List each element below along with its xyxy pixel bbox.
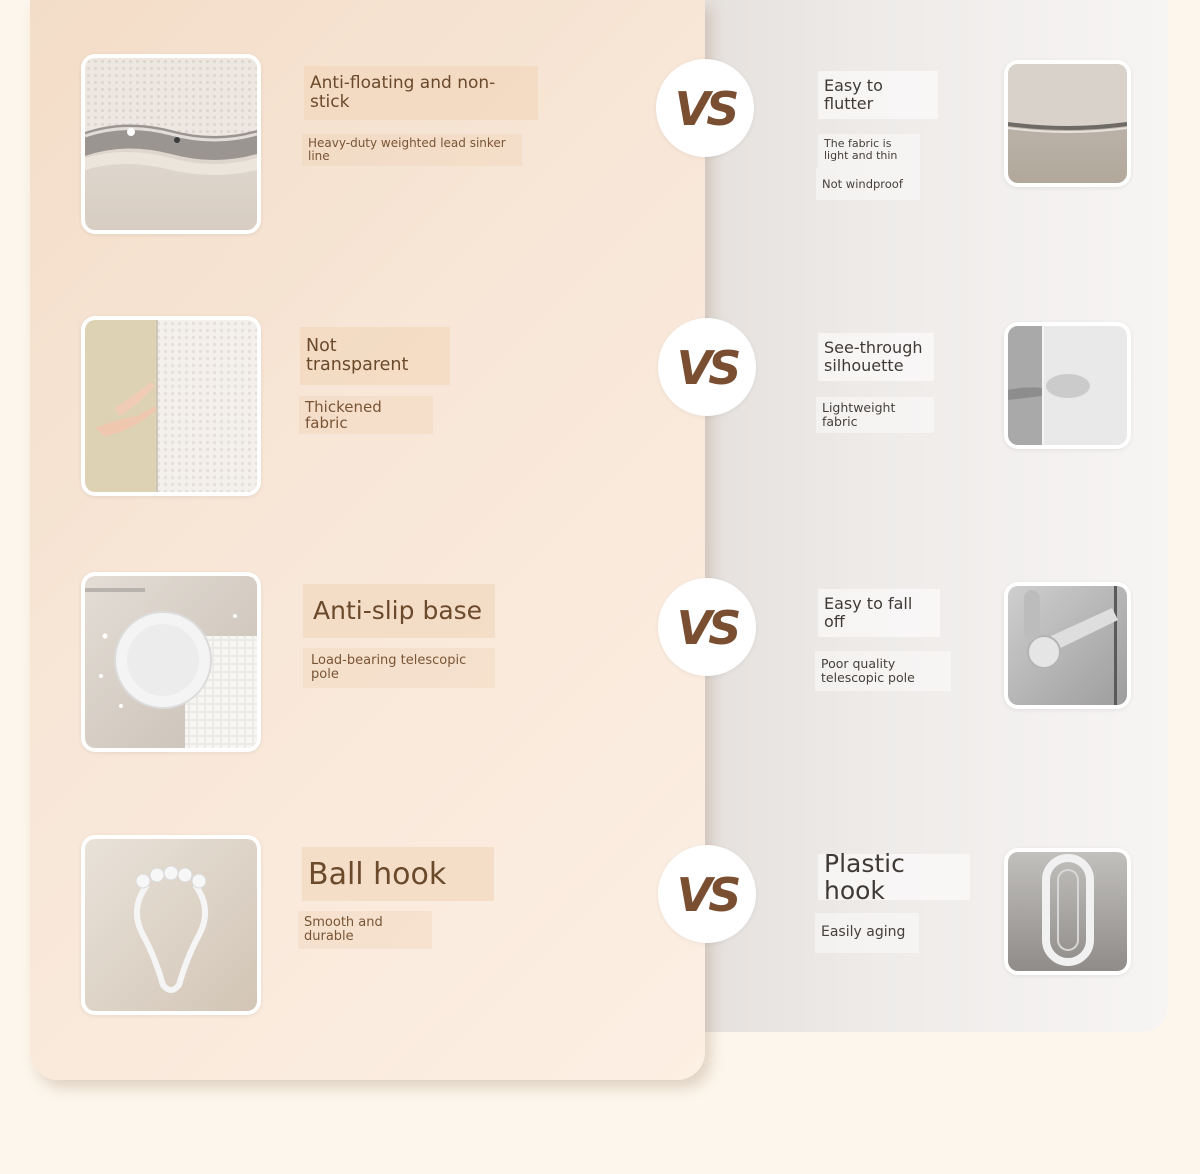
- svg-text:VS: VS: [674, 82, 736, 136]
- competitor-feature-title: Plastic hook: [818, 854, 970, 900]
- vs-badge: [658, 845, 756, 943]
- competitor-feature-title: Easy to fall off: [818, 589, 940, 637]
- our-feature-title: Anti-slip base: [303, 584, 495, 638]
- weighted-sinker-hem-photo: [81, 54, 261, 234]
- vs-badge: [656, 59, 754, 157]
- competitor-feature-subtitle: Lightweight fabric: [816, 397, 934, 433]
- competitor-feature-subtitle: The fabric is light and thin: [818, 134, 920, 168]
- svg-text:VS: VS: [676, 341, 738, 395]
- svg-text:VS: VS: [676, 601, 738, 655]
- competitor-feature-subtitle: Easily aging: [815, 913, 919, 953]
- vs-badge: [658, 318, 756, 416]
- our-feature-title: Ball hook: [302, 847, 494, 901]
- plain-thin-hem-photo: [1004, 60, 1131, 187]
- hand-behind-opaque-curtain-photo: [81, 316, 261, 496]
- plain-pole-end-photo: [1004, 582, 1131, 709]
- competitor-feature-title: See-through silhouette: [818, 333, 934, 381]
- ball-roller-hook-photo: [81, 835, 261, 1015]
- our-feature-subtitle: Heavy-duty weighted lead sinker line: [302, 134, 522, 166]
- our-feature-title: Not transparent: [300, 327, 450, 385]
- competitor-feature-subtitle: Not windproof: [816, 168, 920, 200]
- competitor-feature-title: Easy to flutter: [818, 71, 938, 119]
- our-feature-title: Anti-floating and non-stick: [304, 66, 538, 120]
- competitor-feature-subtitle: Poor quality telescopic pole: [815, 651, 951, 691]
- svg-text:VS: VS: [676, 868, 738, 922]
- hand-silhouette-thin-curtain-photo: [1004, 322, 1131, 449]
- our-feature-subtitle: Thickened fabric: [299, 396, 433, 434]
- suction-base-telescopic-pole-photo: [81, 572, 261, 752]
- our-feature-subtitle: Load-bearing telescopic pole: [303, 648, 495, 688]
- our-feature-subtitle: Smooth and durable: [298, 911, 432, 949]
- plastic-ring-hook-photo: [1004, 848, 1131, 975]
- vs-badge: [658, 578, 756, 676]
